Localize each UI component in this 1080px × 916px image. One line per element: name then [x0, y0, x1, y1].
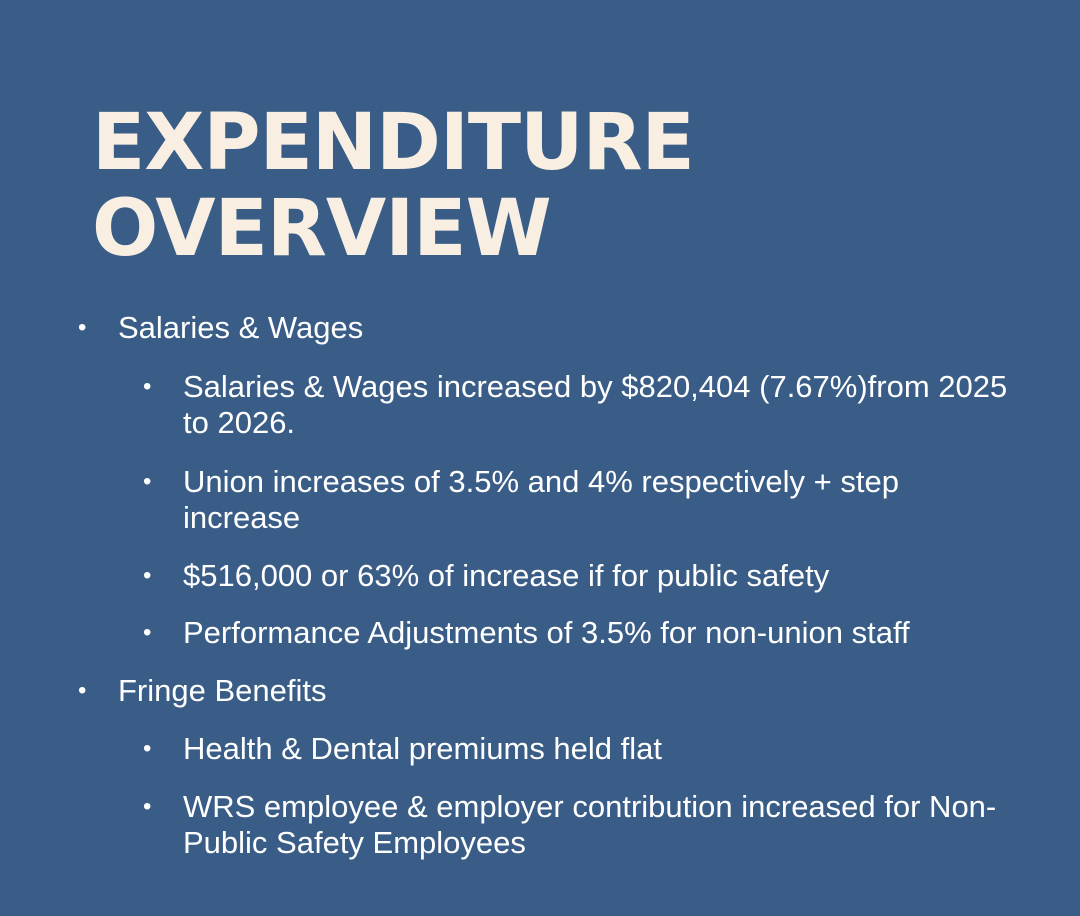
sub-bullet-text: WRS employee & employer contribution increased for Non-Public Safety Employees — [183, 789, 997, 860]
bullet-dot-icon: • — [143, 619, 152, 646]
sub-bullet-item — [143, 731, 1013, 767]
sub-bullet-item — [143, 369, 1013, 441]
sub-bullet-item — [143, 558, 1013, 594]
sub-bullet-text: Health & Dental premiums held flat — [183, 731, 663, 766]
bullet-dot-icon: • — [143, 468, 152, 495]
slide-title — [92, 100, 694, 272]
bullet-dot-icon: • — [143, 373, 152, 400]
bullet-dot-icon: • — [78, 314, 87, 341]
sub-bullet-text: Salaries & Wages increased by $820,404 (7.67%)from 2025 to 2026. — [183, 369, 1008, 440]
bullet-dot-icon: • — [78, 677, 87, 704]
bullet-dot-icon: • — [143, 735, 152, 762]
title-line-1: EXPENDITURE — [92, 98, 694, 188]
bullet-dot-icon: • — [143, 562, 152, 589]
title-line-2: OVERVIEW — [92, 184, 551, 274]
bullet-item-salaries — [78, 310, 364, 346]
sub-bullet-text: Union increases of 3.5% and 4% respectively + step increase — [183, 464, 899, 535]
sub-bullet-item — [143, 789, 1013, 861]
bullet-label: Fringe Benefits — [118, 673, 327, 708]
sub-bullet-item — [143, 615, 1013, 651]
sub-bullet-text: $516,000 or 63% of increase if for public safety — [183, 558, 830, 593]
sub-bullet-text: Performance Adjustments of 3.5% for non-union staff — [183, 615, 910, 650]
bullet-item-fringe — [78, 673, 327, 709]
bullet-label: Salaries & Wages — [118, 310, 364, 345]
bullet-dot-icon: • — [143, 793, 152, 820]
sub-bullet-item — [143, 464, 1013, 536]
